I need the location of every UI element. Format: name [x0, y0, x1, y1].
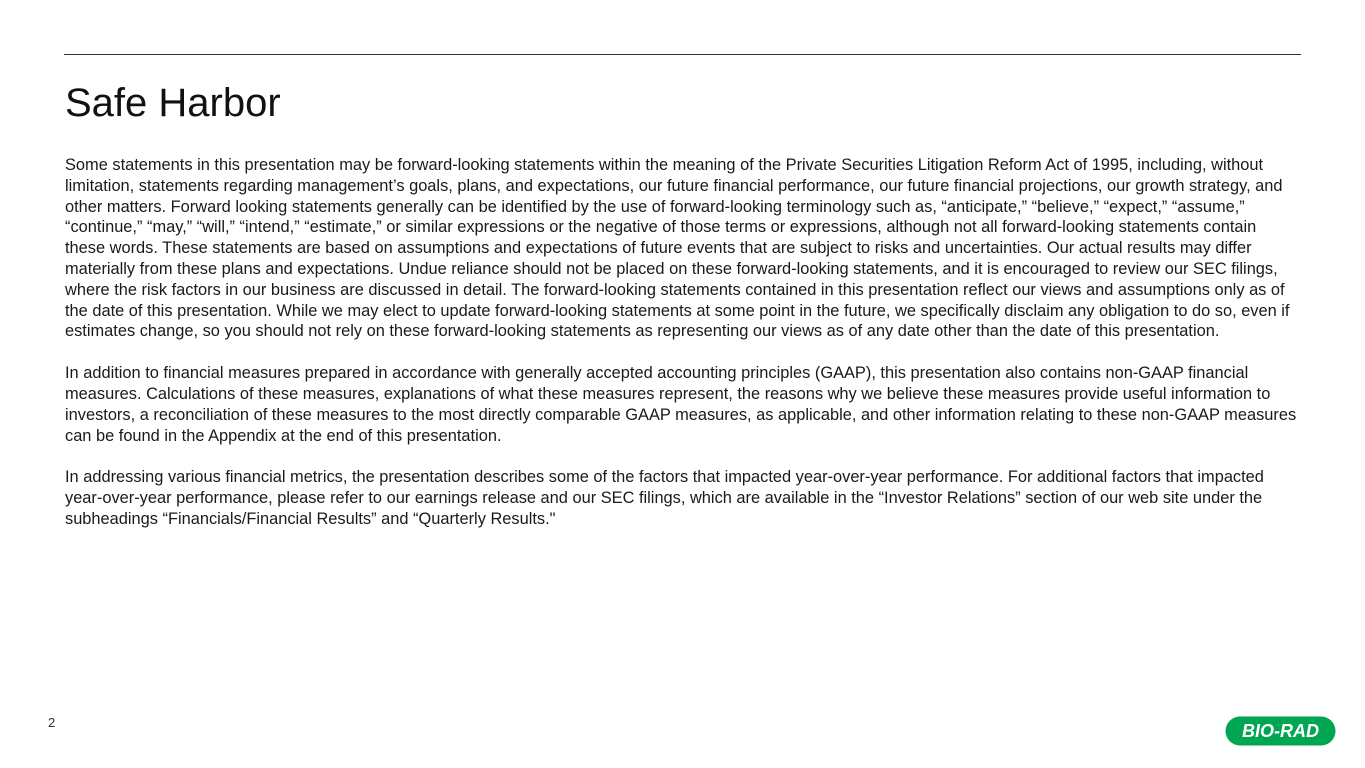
top-divider-line: [64, 54, 1301, 55]
logo-wordmark: BIO-RAD: [1242, 721, 1319, 741]
paragraph-financial-metrics: In addressing various financial metrics, the presentation describes some of the factors that impacted year-over-year performance. For additional factors that impacted year-over-year performance, please refer to our earnings release and our SEC filings, which are available in the “Investor Relations” section of our web site under the subheadings “Financials/Financial Results” and “Quarterly Results.": [65, 468, 1264, 528]
paragraph-non-gaap: In addition to financial measures prepared in accordance with generally accepted accounting principles (GAAP), this presentation also contains non-GAAP financial measures. Calculations of these measures, explanations of what these measures represent, the reasons why we believe these measures provide useful information to investors, a reconciliation of these measures to the most directly comparable GAAP measures, as applicable, and other information relating to these non-GAAP measures can be found in the Appendix at the end of this presentation.: [65, 364, 1297, 445]
page-number: 2: [48, 715, 56, 730]
safe-harbor-body: [65, 155, 1297, 551]
slide-title: Safe Harbor: [65, 81, 281, 125]
bio-rad-logo: [1225, 716, 1336, 746]
paragraph-forward-looking: Some statements in this presentation may be forward-looking statements within the meaning of the Private Securities Litigation Reform Act of 1995, including, without limitation, statements regarding management’s goals, plans, and expectations, our future financial performance, our future financial projections, our growth strategy, and other matters. Forward looking statements generally can be identified by the use of forward-looking terminology such as, “anticipate,” “believe,” “expect,” “assume,” “continue,” “may,” “will,” “intend,” “estimate,” or similar expressions or the negative of those terms or expressions, although not all forward-looking statements contain these words. These statements are based on assumptions and expectations of future events that are subject to risks and uncertainties. Our actual results may differ materially from these plans and expectations. Undue reliance should not be placed on these forward-looking statements, and it is encouraged to review our SEC filings, where the risk factors in our business are discussed in detail. The forward-looking statements contained in this presentation reflect our views and assumptions only as of the date of this presentation. While we may elect to update forward-looking statements at some point in the future, we specifically disclaim any obligation to do so, even if estimates change, so you should not rely on these forward-looking statements as representing our views as of any date other than the date of this presentation.: [65, 156, 1290, 341]
